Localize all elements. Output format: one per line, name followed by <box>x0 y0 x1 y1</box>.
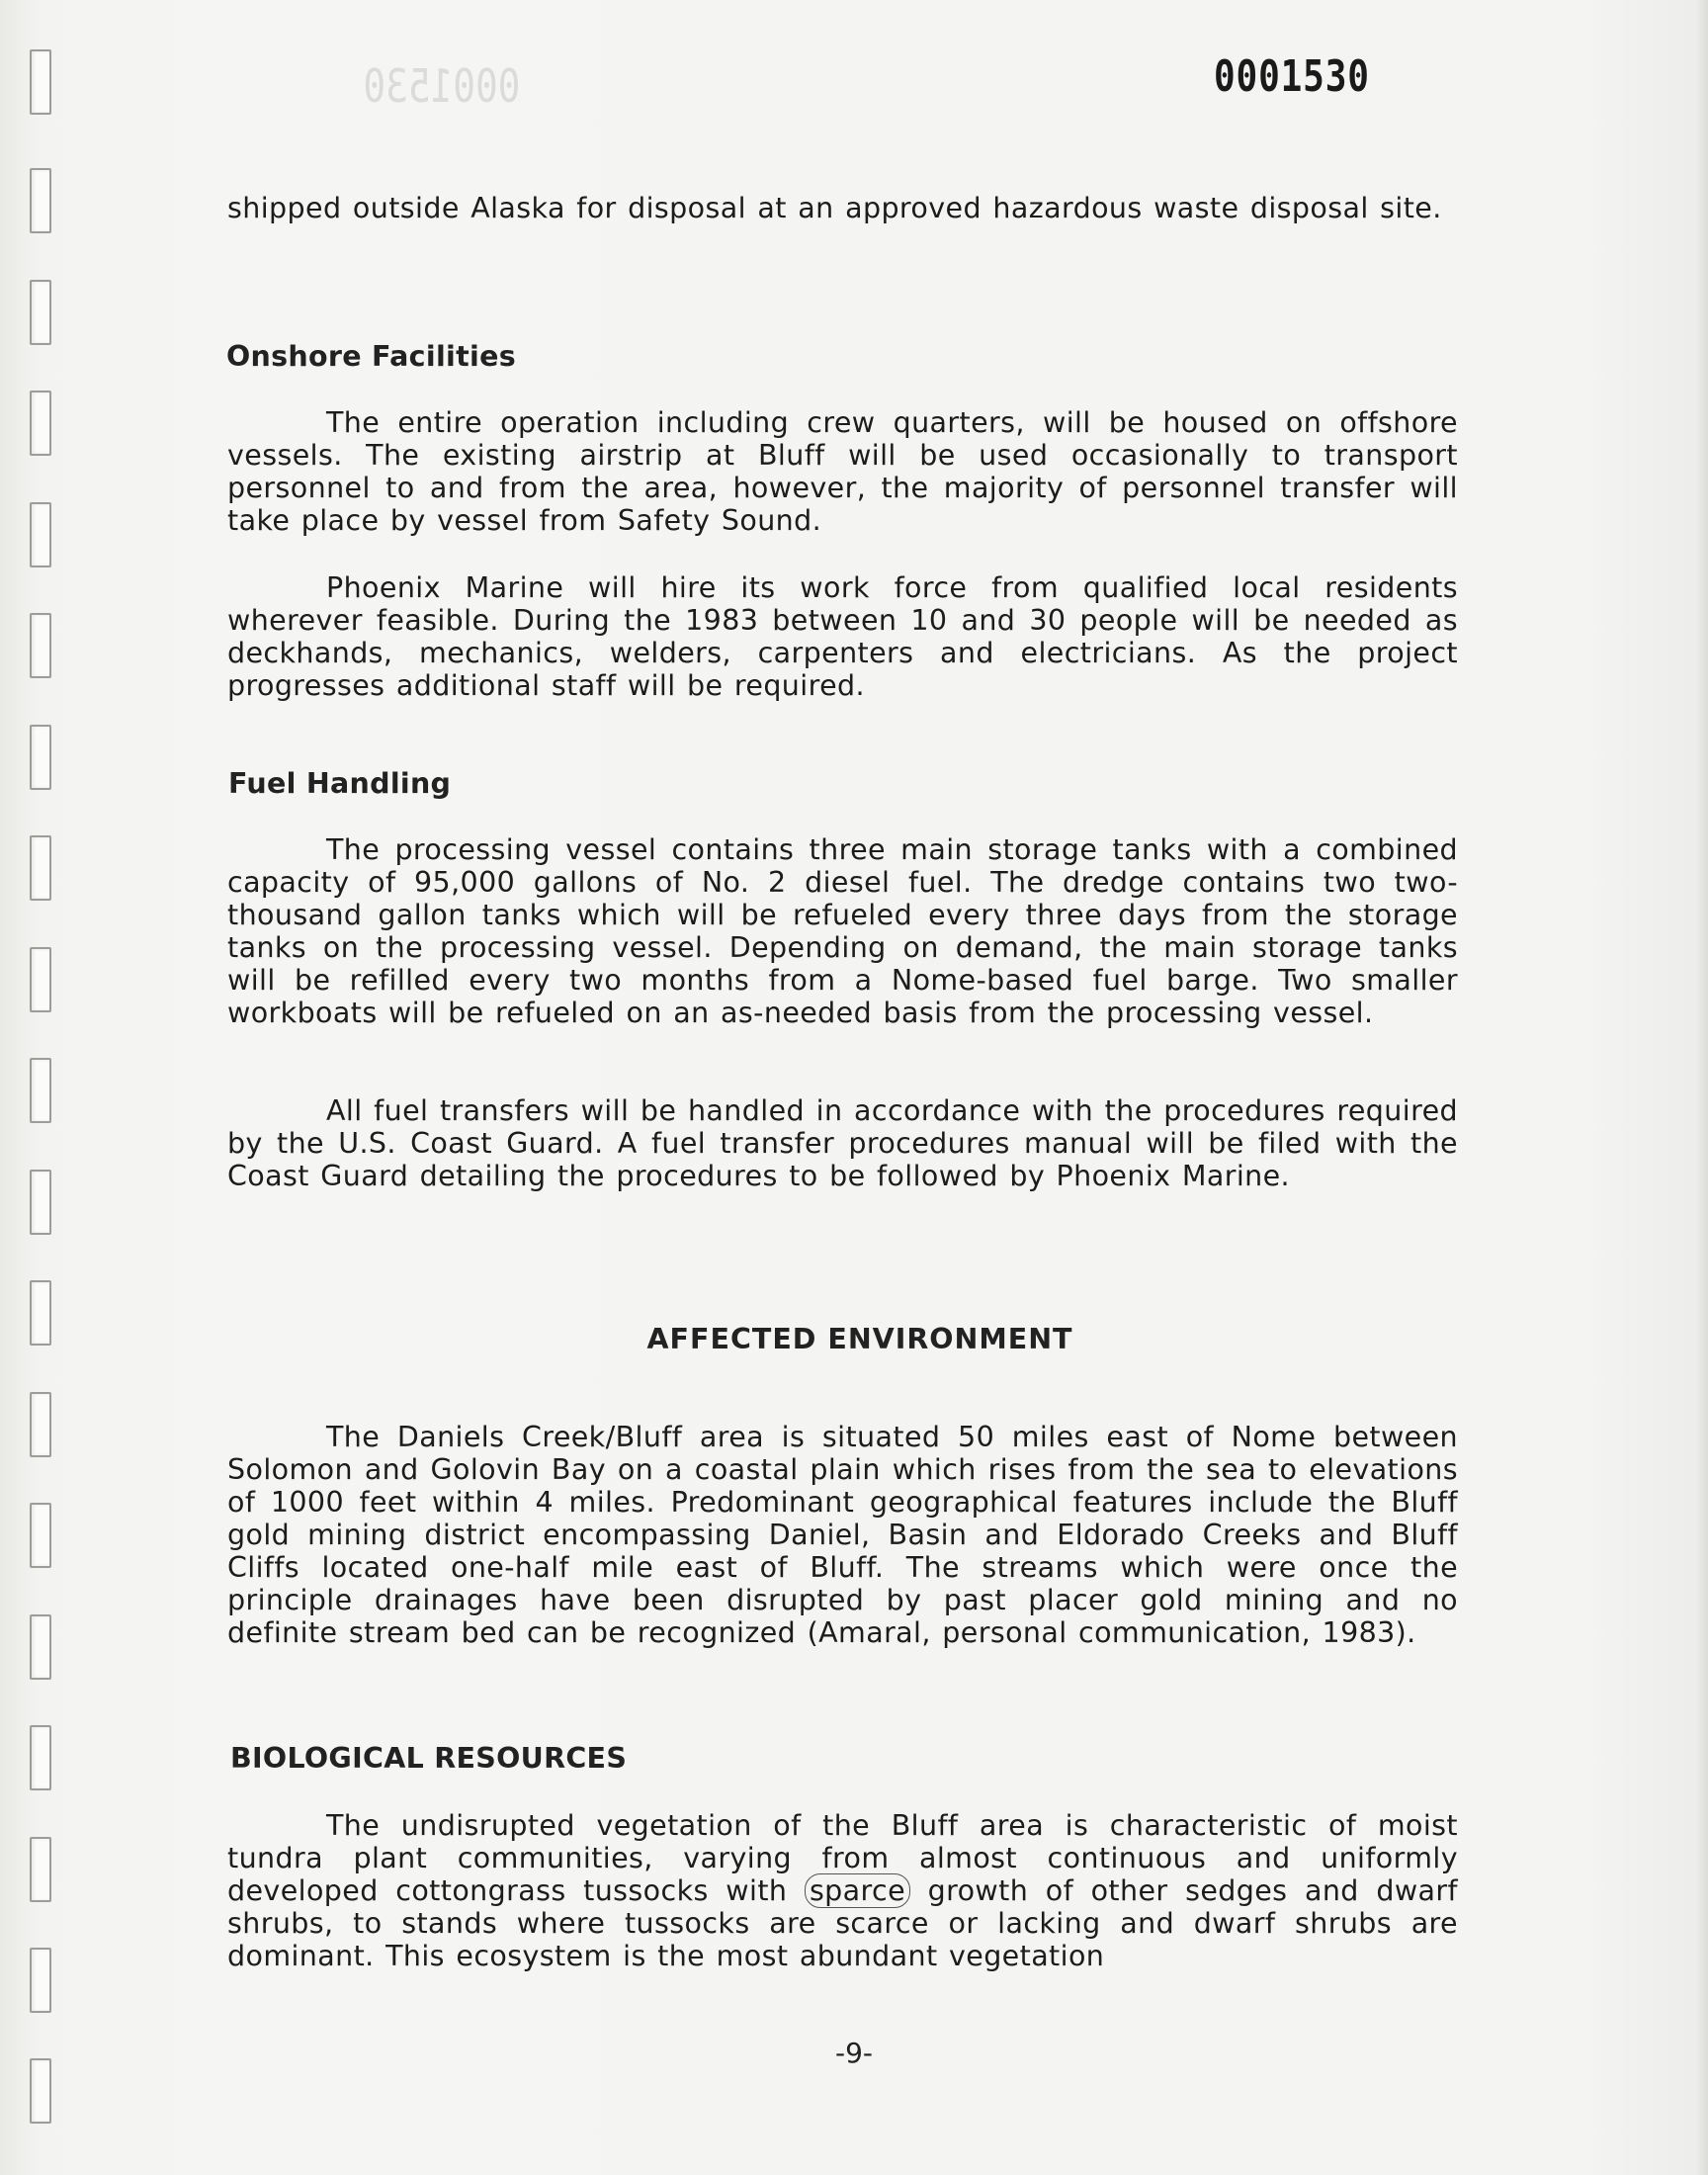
biological-text-after: growth of other sedges and dwarf shrubs, to stands where tussocks are scarce or lacking and dwarf shrubs are dominant. This ecosystem is the most abundant vegetation <box>227 1874 1458 1972</box>
biological-text-before: The undisrupted vegetation of the Bluff area is characteristic of moist tundra plant communities, varying from almost continuous and uniformly developed cottongrass tussocks with <box>227 1809 1458 1907</box>
section-heading-onshore: Onshore Facilities <box>226 340 516 373</box>
binder-hole <box>30 613 51 678</box>
binder-hole <box>30 725 51 790</box>
fuel-paragraph-2: All fuel transfers will be handled in accordance with the procedures required by the U.S. Coast Guard. A fuel transfer procedures manual will be filed with the Coast Guard detailing the procedures to be followed by Phoenix Marine. <box>227 1094 1458 1192</box>
fuel-paragraph-1: The processing vessel contains three main storage tanks with a combined capacity of 95,000 gallons of No. 2 diesel fuel. The dredge contains two two-thousand gallon tanks which will be refueled every three days from the storage tanks on the processing vessel. Depending on demand, the main storage tanks will be refilled every two months from a Nome-based fuel barge. Two smaller workboats will be refueled on an as-needed basis from the processing vessel. <box>227 833 1458 1029</box>
circled-word-annotation: sparce <box>805 1873 910 1908</box>
onshore-paragraph-1: The entire operation including crew quarters, will be housed on offshore vessels. The existing airstrip at Bluff will be used occasionally to transport personnel to and from the area, however, the majority of personnel transfer will take place by vessel from Safety Sound. <box>227 406 1458 537</box>
document-control-number: 0001530 <box>1214 51 1370 102</box>
binder-hole <box>30 391 51 456</box>
page-number: -9- <box>834 2037 874 2069</box>
onshore-paragraph-2: Phoenix Marine will hire its work force from qualified local residents wherever feasible. During the 1983 between 10 and 30 people will be needed as deckhands, mechanics, welders, carpenters and electricians. As the project progresses additional staff will be required. <box>227 571 1458 702</box>
section-heading-fuel: Fuel Handling <box>228 767 452 800</box>
biological-resources-paragraph <box>227 1809 1458 1972</box>
binder-hole <box>30 502 51 567</box>
binder-hole <box>30 49 51 115</box>
page-edge-shadow <box>1694 0 1708 2175</box>
binder-hole <box>30 1058 51 1123</box>
binder-hole <box>30 1725 51 1790</box>
binder-hole <box>30 1614 51 1680</box>
section-heading-biological-resources: BIOLOGICAL RESOURCES <box>230 1742 628 1775</box>
binder-hole <box>30 1392 51 1457</box>
affected-environment-paragraph: The Daniels Creek/Bluff area is situated 50 miles east of Nome between Solomon and Golovin Bay on a coastal plain which rises from the sea to elevations of 1000 feet within 4 miles. Predominant geographical features include the Bluff gold mining district encompassing Daniel, Basin and Eldorado Creeks and Bluff Cliffs located one-half mile east of Bluff. The streams which were once the principle drainages have been disrupted by past placer gold mining and no definite stream bed can be recognized (Amaral, personal communication, 1983). <box>227 1421 1458 1649</box>
binder-hole <box>30 1503 51 1568</box>
section-heading-affected-environment: AFFECTED ENVIRONMENT <box>646 1323 1073 1355</box>
binder-hole <box>30 1170 51 1235</box>
binder-hole <box>30 1837 51 1902</box>
binder-hole <box>30 280 51 345</box>
intro-paragraph: shipped outside Alaska for disposal at an approved hazardous waste disposal site. <box>227 192 1442 224</box>
binder-hole <box>30 1948 51 2013</box>
binder-hole <box>30 168 51 233</box>
binder-holes <box>30 0 59 2175</box>
binder-hole <box>30 947 51 1012</box>
bleed-through-number: 0001530 <box>363 59 521 113</box>
binder-hole <box>30 835 51 901</box>
